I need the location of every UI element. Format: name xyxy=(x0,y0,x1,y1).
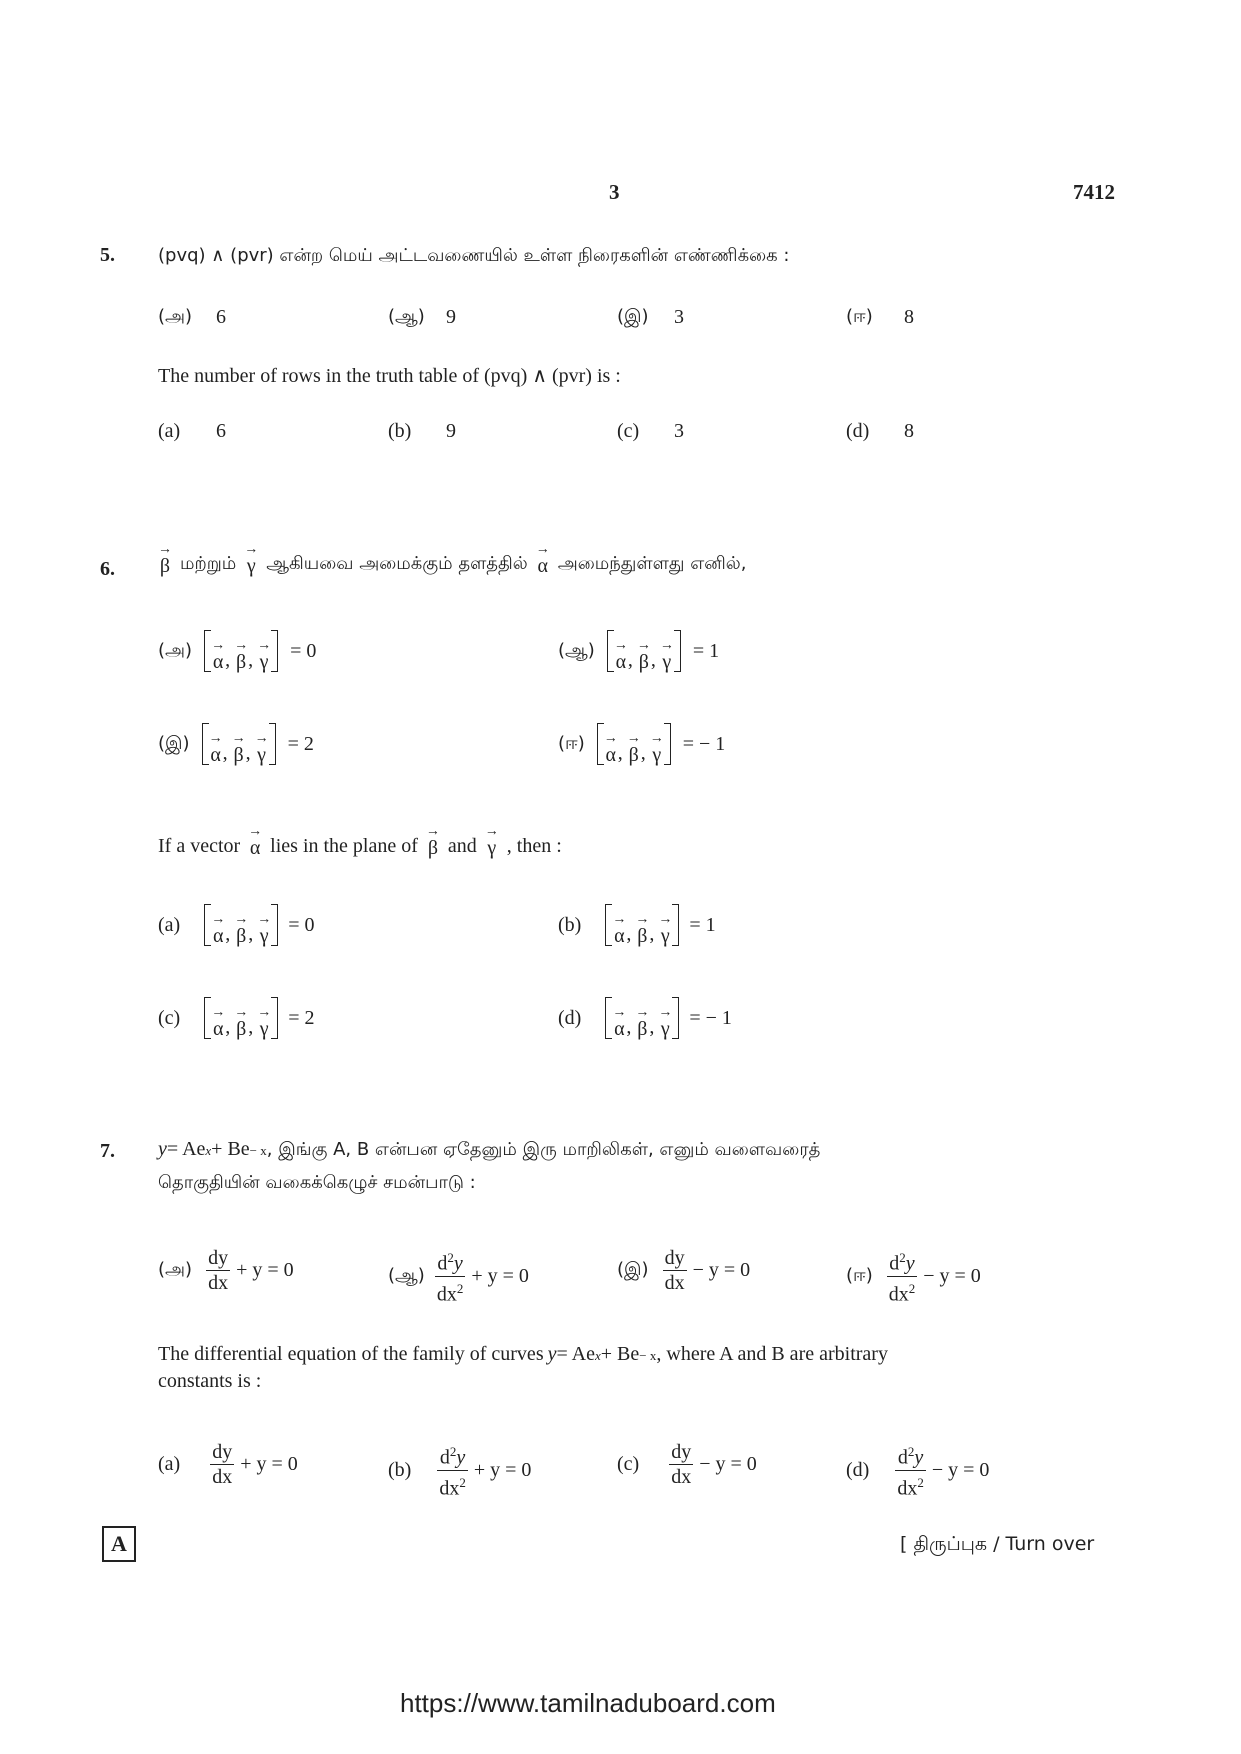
scalar-triple-product: → α , → β , → γ xyxy=(597,723,671,765)
scalar-triple-product: → α , → β , → γ xyxy=(605,997,679,1039)
q6-tamil-option-c: (இ) → α , → β , → γ = 2 xyxy=(158,723,314,765)
q6-option-b: (b) → α , → β , → γ = 1 xyxy=(558,904,716,946)
q5-option-a-value: 6 xyxy=(216,420,226,442)
q5-tamil-option-c-label: (இ) xyxy=(617,306,649,327)
scalar-triple-product: → α , → β , → γ xyxy=(204,904,278,946)
q7-tamil-option-b: (ஆ) $\frac{d^2y}{dx^2}$ + y = 0 xyxy=(388,1250,529,1306)
q5-option-c-label: (c) xyxy=(617,420,640,442)
q5-tamil-option-d-label: (ஈ) xyxy=(846,306,873,327)
question-6-number: 6. xyxy=(100,558,115,580)
question-7-tamil-line1: y = Ae x + Be − x , இங்கு A, B என்பன ஏதேனும் இரு மாறிலிகள், எனும் வளைவரைத் xyxy=(158,1138,821,1160)
q5-option-b-value: 9 xyxy=(446,420,456,442)
question-6-english-text: If a vector → α lies in the plane of → β and → γ , then : xyxy=(158,824,562,859)
q6-option-c: (c) → α , → β , → γ = 2 xyxy=(158,997,314,1039)
q5-tamil-option-b-value: 9 xyxy=(446,306,456,328)
question-7-number: 7. xyxy=(100,1140,115,1162)
q6-option-d: (d) → α , → β , → γ = − 1 xyxy=(558,997,732,1039)
page-number: 3 xyxy=(609,180,620,204)
paper-code: 7412 xyxy=(1073,180,1115,204)
q5-option-a-label: (a) xyxy=(158,420,181,442)
q5-tamil-option-c-value: 3 xyxy=(674,306,684,328)
scalar-triple-product: → α , → β , → γ xyxy=(204,997,278,1039)
q7-option-d: (d) $\frac{d^2y}{dx^2}$ − y = 0 xyxy=(846,1444,990,1500)
q6-tamil-option-a: (அ) → α , → β , → γ = 0 xyxy=(158,630,316,672)
q7-tamil-option-d: (ஈ) $\frac{d^2y}{dx^2}$ − y = 0 xyxy=(846,1250,981,1306)
q7-option-c: (c) $\frac{dy}{dx}$ − y = 0 xyxy=(617,1441,757,1488)
q7-option-b: (b) $\frac{d^2y}{dx^2}$ + y = 0 xyxy=(388,1444,532,1500)
scalar-triple-product: → α , → β , → γ xyxy=(605,904,679,946)
vector-alpha: → α xyxy=(535,542,550,577)
question-7-english-line1: The differential equation of the family of curves y = Ae x + Be − x , where A and B are arbitrary xyxy=(158,1343,888,1365)
question-7-tamil-line2: தொகுதியின் வகைக்கெழுச் சமன்பாடு : xyxy=(158,1172,476,1193)
turn-over-note: [ திருப்புக / Turn over xyxy=(900,1533,1095,1555)
q7-option-a: (a) $\frac{dy}{dx}$ + y = 0 xyxy=(158,1441,298,1488)
website-url[interactable]: https://www.tamilnaduboard.com xyxy=(400,1688,776,1718)
question-7-english-line2: constants is : xyxy=(158,1370,262,1392)
question-5-english-text: The number of rows in the truth table of (pvq) ∧ (pvr) is : xyxy=(158,365,621,387)
q5-tamil-option-b-label: (ஆ) xyxy=(388,306,425,327)
q5-option-d-label: (d) xyxy=(846,420,870,442)
scalar-triple-product: → α , → β , → γ xyxy=(202,723,276,765)
question-5-tamil-text: (pvq) ∧ (pvr) என்ற மெய் அட்டவணையில் உள்ள நிரைகளின் எண்ணிக்கை : xyxy=(158,245,790,266)
scalar-triple-product: → α , → β , → γ xyxy=(607,630,681,672)
scalar-triple-product: → α , → β , → γ xyxy=(204,630,278,672)
q5-option-b-label: (b) xyxy=(388,420,412,442)
q7-tamil-option-a: (அ) $\frac{dy}{dx}$ + y = 0 xyxy=(158,1247,294,1294)
question-5-number: 5. xyxy=(100,244,115,266)
q5-tamil-option-d-value: 8 xyxy=(904,306,914,328)
q5-option-c-value: 3 xyxy=(674,420,684,442)
q6-option-a: (a) → α , → β , → γ = 0 xyxy=(158,904,314,946)
q6-tamil-option-b: (ஆ) → α , → β , → γ = 1 xyxy=(558,630,719,672)
vector-beta: → β xyxy=(158,542,172,577)
q5-tamil-option-a-label: (அ) xyxy=(158,306,193,327)
vector-gamma: → γ xyxy=(244,542,259,577)
q6-tamil-option-d: (ஈ) → α , → β , → γ = − 1 xyxy=(558,723,725,765)
q5-option-d-value: 8 xyxy=(904,420,914,442)
q5-tamil-option-a-value: 6 xyxy=(216,306,226,328)
booklet-letter-box: A xyxy=(102,1526,136,1562)
q7-tamil-option-c: (இ) $\frac{dy}{dx}$ − y = 0 xyxy=(617,1247,751,1294)
question-6-tamil-text: → β மற்றும் → γ ஆகியவை அமைக்கும் தளத்தில் → α அமைந்துள்ளது எனில், xyxy=(158,542,747,577)
